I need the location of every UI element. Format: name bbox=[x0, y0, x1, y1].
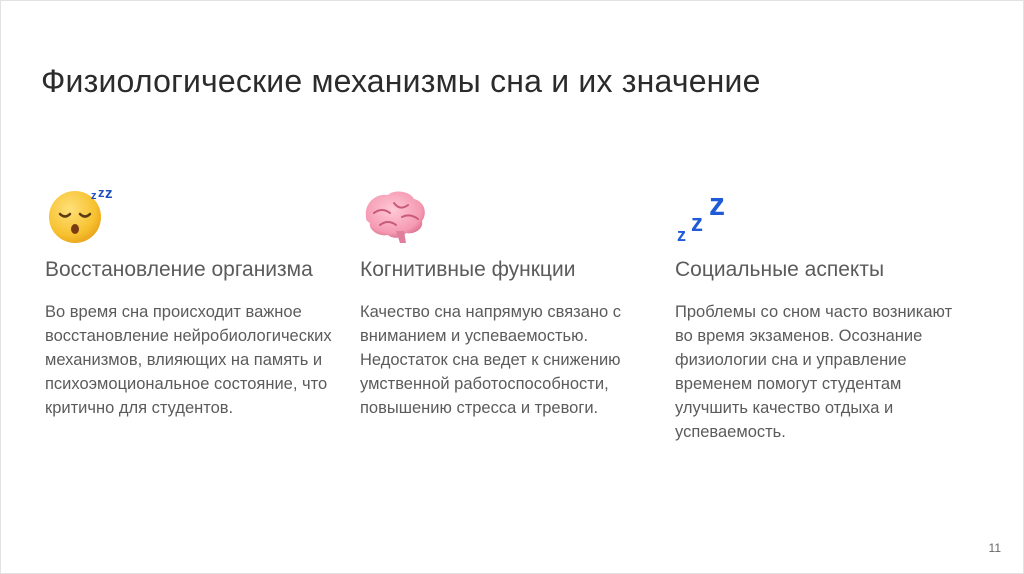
column-body: Качество сна напрямую связано с вниманием и успеваемостью. Недостаток сна ведет к снижению умственной работоспособности, повышению стресса и тревоги. bbox=[360, 303, 621, 417]
zzz-icon bbox=[675, 183, 965, 245]
svg-text:z: z bbox=[691, 210, 703, 237]
column-heading: Социальные аспекты bbox=[675, 258, 885, 281]
sleeping-face-icon bbox=[45, 183, 335, 245]
column-heading: Когнитивные функции bbox=[360, 258, 576, 281]
page-number: 11 bbox=[988, 541, 1001, 555]
svg-text:z: z bbox=[677, 225, 686, 245]
column-body: Во время сна происходит важное восстановление нейробиологических механизмов, влияющих на память и психоэмоциональное состояние, что критично для студентов. bbox=[45, 303, 332, 417]
column-cognitive bbox=[360, 183, 650, 420]
svg-text:z: z bbox=[98, 185, 105, 200]
svg-text:z: z bbox=[709, 186, 725, 222]
page-title: Физиологические механизмы сна и их значение bbox=[41, 63, 761, 99]
svg-text:z: z bbox=[91, 190, 97, 202]
column-recovery bbox=[45, 183, 335, 420]
column-heading: Восстановление организма bbox=[45, 258, 313, 281]
svg-text:z: z bbox=[105, 185, 113, 202]
column-social bbox=[675, 183, 965, 444]
column-body: Проблемы со сном часто возникают во время экзаменов. Осознание физиологии сна и управление временем помогут студентам улучшить качество отдыха и успеваемость. bbox=[675, 303, 953, 441]
brain-icon bbox=[360, 183, 650, 245]
